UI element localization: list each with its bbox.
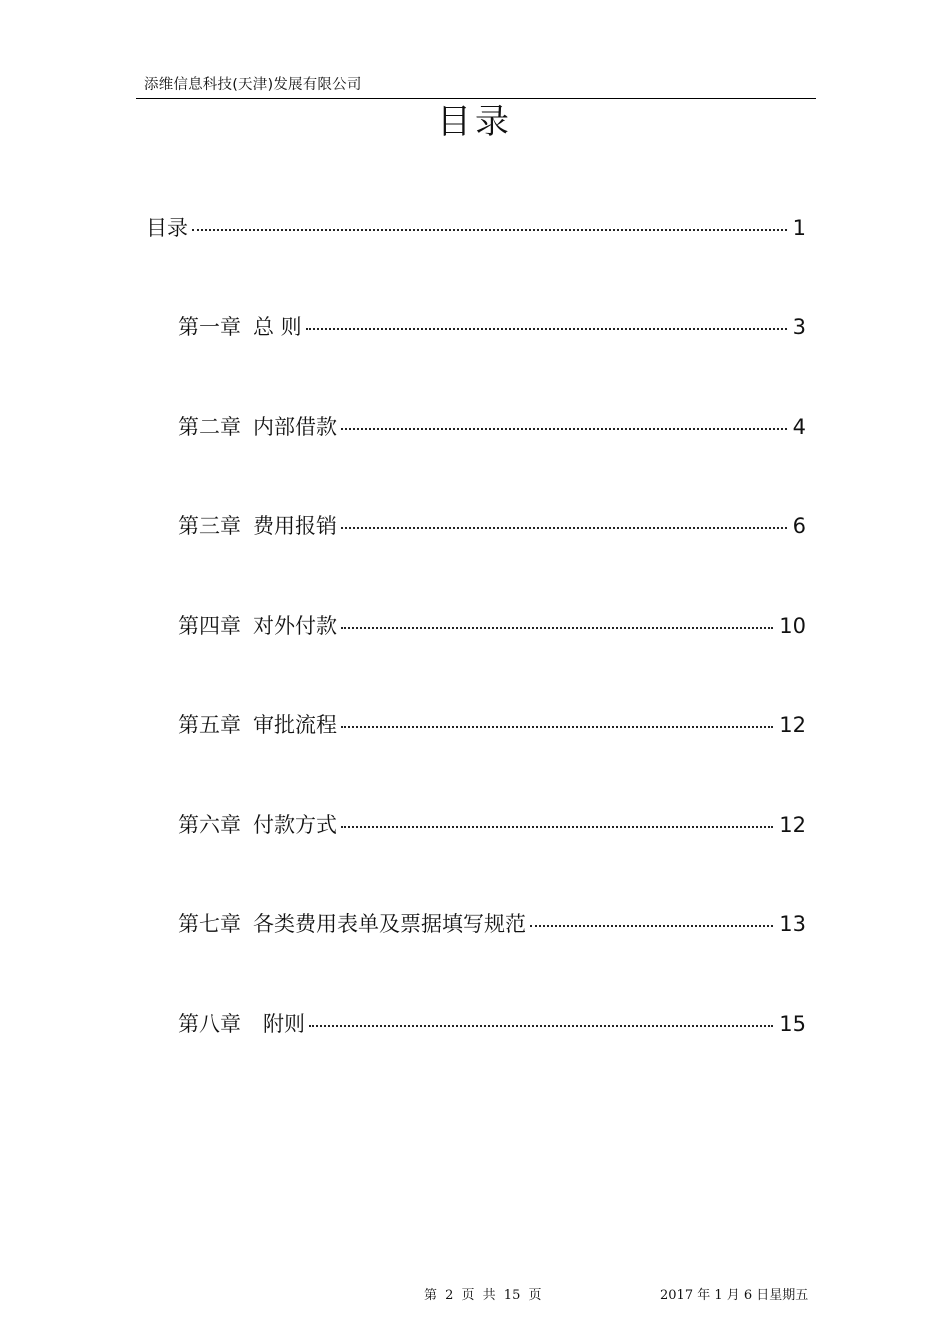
toc-chapter-label: 第三章 [178, 514, 241, 538]
toc-page-number: 3 [792, 315, 806, 339]
toc-chapter-title: 付款方式 [253, 813, 337, 837]
toc-entry-chapter-8[interactable] [178, 1010, 806, 1038]
toc-entry-chapter-7[interactable] [178, 910, 806, 938]
toc-leader-dots [341, 726, 773, 728]
toc-entry-chapter-2[interactable] [178, 413, 806, 441]
toc-chapter-title: 总 则 [253, 315, 302, 339]
company-name: 添维信息科技(天津)发展有限公司 [144, 77, 362, 93]
toc-chapter-title: 审批流程 [253, 713, 337, 737]
toc-chapter-label: 第二章 [178, 415, 241, 439]
toc-entry-chapter-4[interactable] [178, 612, 806, 640]
toc-chapter-label: 第五章 [178, 713, 241, 737]
footer-date: 2017 年 1 月 6 日星期五 [660, 1288, 809, 1303]
toc-leader-dots [341, 627, 773, 629]
toc-page-number: 12 [779, 813, 806, 837]
toc-leader-dots [530, 925, 773, 927]
toc-chapter-label: 目录 [146, 216, 188, 240]
toc-leader-dots [309, 1025, 773, 1027]
toc-entry-chapter-3[interactable] [178, 512, 806, 540]
toc-chapter-title: 对外付款 [253, 614, 337, 638]
toc-chapter-title: 附则 [263, 1012, 305, 1036]
toc-page-number: 4 [792, 415, 806, 439]
footer-page-info: 第 2 页 共 15 页 [424, 1288, 542, 1303]
toc-chapter-title: 费用报销 [253, 514, 337, 538]
toc-leader-dots [341, 527, 787, 529]
toc-page-number: 12 [779, 713, 806, 737]
toc-chapter-label: 第四章 [178, 614, 241, 638]
page-title: 目录 [437, 102, 513, 142]
toc-chapter-label: 第七章 [178, 912, 241, 936]
toc-chapter-label: 第六章 [178, 813, 241, 837]
toc-entry-chapter-5[interactable] [178, 711, 806, 739]
toc-entry-chapter-1[interactable] [178, 313, 806, 341]
toc-leader-dots [192, 229, 787, 231]
toc-page-number: 1 [792, 216, 806, 240]
toc-page-number: 15 [779, 1012, 806, 1036]
toc-leader-dots [341, 428, 787, 430]
toc-leader-dots [341, 826, 773, 828]
toc-chapter-title: 内部借款 [253, 415, 337, 439]
toc-chapter-label: 第一章 [178, 315, 241, 339]
toc-entry-chapter-6[interactable] [178, 811, 806, 839]
toc-chapter-title: 各类费用表单及票据填写规范 [253, 912, 526, 936]
toc-entry-contents[interactable] [146, 214, 806, 242]
toc-page-number: 6 [792, 514, 806, 538]
toc-page-number: 13 [779, 912, 806, 936]
toc-page-number: 10 [779, 614, 806, 638]
toc-chapter-label: 第八章 [178, 1012, 241, 1036]
toc-leader-dots [306, 328, 787, 330]
